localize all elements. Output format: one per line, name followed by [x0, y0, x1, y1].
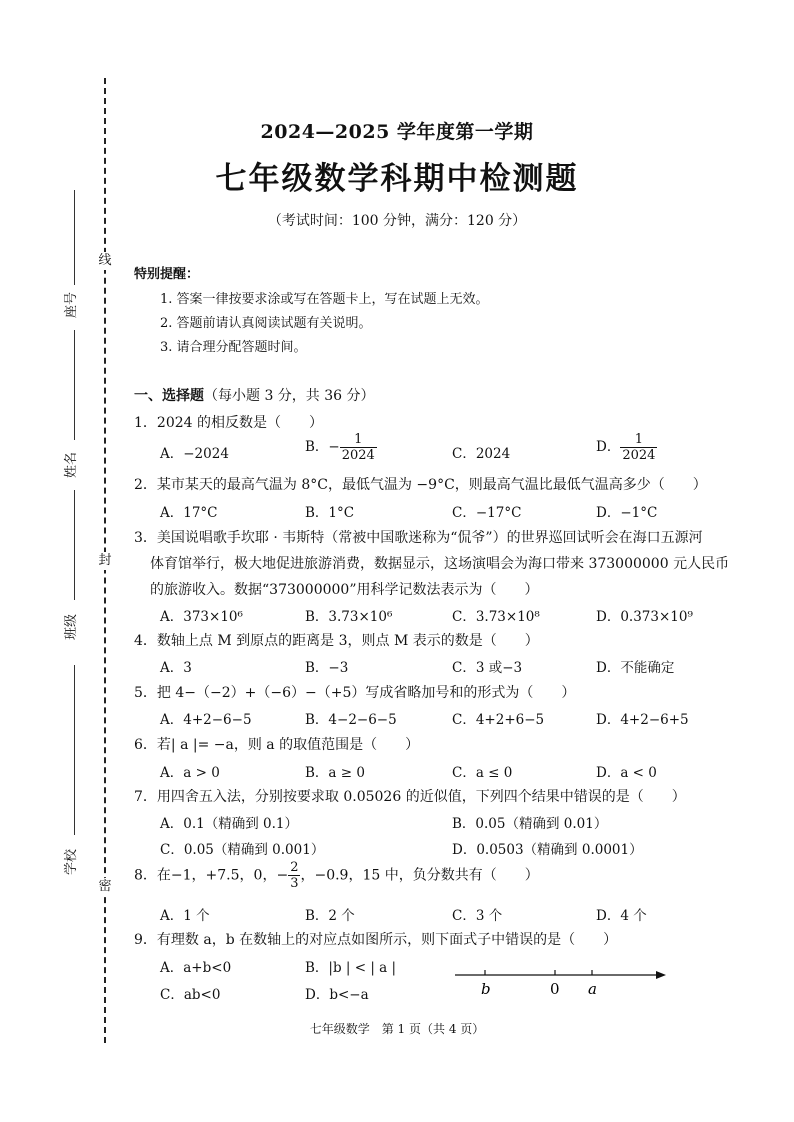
q4-option-a: A．3 — [160, 660, 192, 676]
q5-option-d: D．4+2−6+5 — [596, 712, 689, 728]
question-5-stem: 5．把 4−（−2）+（−6）−（+5）写成省略加号和的形式为（ ） — [134, 685, 576, 701]
question-2-stem: 2．某市某天的最高气温为 8°C，最低气温为 −9°C，则最高气温比最低气温高多少（ ） — [134, 477, 707, 493]
tip-item: 3. 请合理分配答题时间。 — [160, 340, 307, 355]
question-3-line3: 的旅游收入。数据“373000000”用科学记数法表示为（ ） — [150, 582, 539, 598]
fraction: $\frac{2}{3}$ — [290, 860, 299, 891]
q9-option-c: C．ab<0 — [160, 987, 221, 1003]
exam-title: 七年级数学科期中检测题 — [215, 161, 579, 197]
question-8-stem: 8．在−1，+7.5，0，− $\frac{2}{3}$ ，−0.9，15 中，负分数共有（ ） — [134, 860, 539, 891]
q1-option-c: C．2024 — [452, 446, 511, 462]
q6-option-d: D．a < 0 — [596, 765, 657, 781]
q4-option-c: C．3 或−3 — [452, 660, 523, 676]
tip-item: 2. 答题前请认真阅读试题有关说明。 — [160, 316, 372, 331]
q2-option-d: D．−1°C — [596, 505, 658, 521]
school-year: 2024—2025 学年度第一学期 — [260, 121, 534, 143]
q8-option-b: B．2 个 — [305, 908, 355, 924]
q4-option-b: B．−3 — [305, 660, 349, 676]
class-label: 班级 — [64, 613, 79, 640]
q2-option-a: A．17°C — [160, 505, 218, 521]
q9-option-b: B．|b | < | a | — [305, 960, 397, 976]
q1-option-b: B．− $\frac{1}{2024}$ — [305, 432, 375, 463]
seal-char-secret: 密 — [96, 878, 114, 896]
tip-item: 1. 答案一律按要求涂或写在答题卡上，写在试题上无效。 — [160, 292, 489, 307]
q9-option-a: A．a+b<0 — [160, 960, 232, 976]
section-title-text: 一、选择题 — [134, 388, 204, 404]
q2-option-c: C．−17°C — [452, 505, 522, 521]
q6-option-c: C．a ≤ 0 — [452, 765, 513, 781]
q7-option-b: B．0.05（精确到 0.01） — [452, 816, 608, 832]
seat-field-line — [74, 190, 75, 285]
q3-option-a: A．373×10⁶ — [160, 609, 243, 625]
q4-option-d: D．不能确定 — [596, 660, 675, 676]
name-field-line — [74, 330, 75, 440]
label-b: b — [481, 980, 491, 998]
question-1-stem: 1．2024 的相反数是（ ） — [134, 415, 323, 431]
q3-option-d: D．0.373×10⁹ — [596, 609, 693, 625]
tips-title: 特别提醒： — [134, 267, 200, 282]
q5-option-c: C．4+2+6−5 — [452, 712, 545, 728]
page-footer: 七年级数学 第 1 页（共 4 页） — [309, 1022, 485, 1036]
question-9-stem: 9．有理数 a，b 在数轴上的对应点如图所示，则下面式子中错误的是（ ） — [134, 932, 618, 948]
section-title — [134, 385, 375, 405]
question-7-stem: 7．用四舍五入法，分别按要求取 0.05026 的近似值，下列四个结果中错误的是（ ） — [134, 789, 686, 805]
question-3-line1: 3．美国说唱歌手坎耶 · 韦斯特（常被中国歌迷称为“侃爷”）的世界巡回试听会在海口五源河 — [134, 530, 703, 546]
q8-option-c: C．3 个 — [452, 908, 503, 924]
label-zero: 0 — [550, 980, 560, 998]
exam-info: （考试时间：100 分钟，满分：120 分） — [267, 213, 527, 229]
q1-option-a: A．−2024 — [160, 446, 229, 462]
question-6-stem: 6．若| a |= −a，则 a 的取值范围是（ ） — [134, 737, 420, 753]
q5-option-a: A．4+2−6−5 — [160, 712, 252, 728]
q7-option-d: D．0.0503（精确到 0.0001） — [452, 842, 643, 858]
fraction: $\frac{1}{2024}$ — [341, 432, 375, 463]
number-line-figure — [450, 960, 670, 1005]
label-a: a — [588, 980, 597, 998]
q5-option-b: B．4−2−6−5 — [305, 712, 397, 728]
school-label: 学校 — [64, 848, 79, 875]
fraction: $\frac{1}{2024}$ — [622, 432, 656, 463]
seal-char-line: 线 — [96, 252, 114, 270]
q8-option-a: A．1 个 — [160, 908, 210, 924]
q2-option-b: B．1°C — [305, 505, 355, 521]
seat-label: 座号 — [64, 291, 79, 318]
school-field-line — [74, 665, 75, 835]
question-4-stem: 4．数轴上点 M 到原点的距离是 3，则点 M 表示的数是（ ） — [134, 633, 539, 649]
q9-option-d: D．b<−a — [305, 987, 369, 1003]
name-label: 姓名 — [64, 451, 79, 478]
q7-option-c: C．0.05（精确到 0.001） — [160, 842, 325, 858]
class-field-line — [74, 490, 75, 600]
arrow-right-icon — [656, 971, 666, 979]
q6-option-a: A．a > 0 — [160, 765, 220, 781]
q6-option-b: B．a ≥ 0 — [305, 765, 365, 781]
question-3-line2: 体育馆举行，极大地促进旅游消费，数据显示，这场演唱会为海口带来 373000000 元人民币 — [150, 556, 730, 572]
q8-option-d: D．4 个 — [596, 908, 647, 924]
q1-option-d: D． $\frac{1}{2024}$ — [596, 432, 656, 463]
q3-option-c: C．3.73×10⁸ — [452, 609, 540, 625]
section-note: （每小题 3 分，共 36 分） — [204, 388, 375, 404]
q7-option-a: A．0.1（精确到 0.1） — [160, 816, 298, 832]
seal-char-seal: 封 — [96, 552, 114, 570]
q3-option-b: B．3.73×10⁶ — [305, 609, 393, 625]
